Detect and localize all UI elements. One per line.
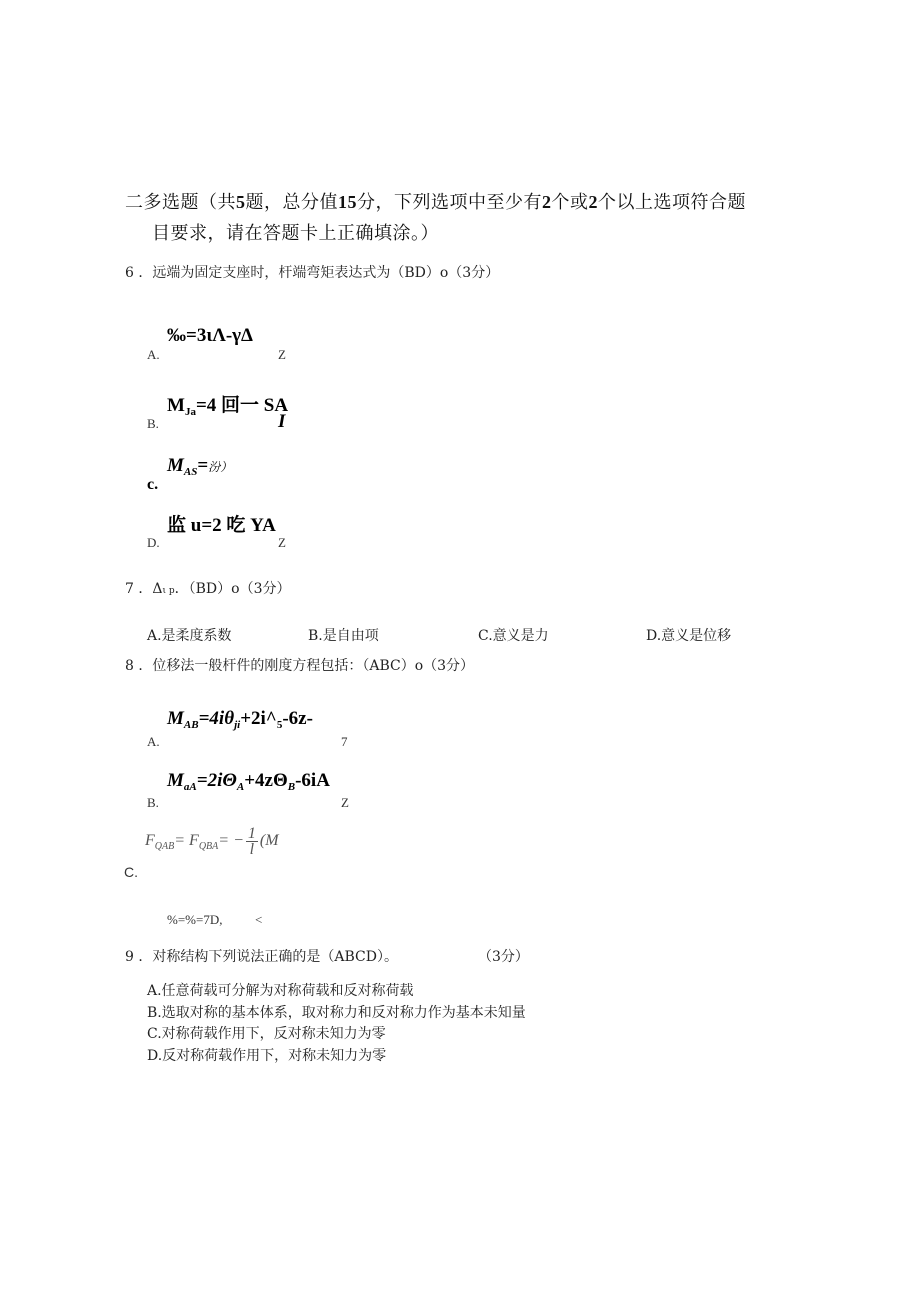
q6-option-c-formula: $M_{AS}=$汾）: [167, 455, 233, 478]
q8-option-b-z: Z: [341, 795, 349, 810]
question-9-text: 9 ．对称结构下列说法正确的是（ABCD）。: [125, 949, 398, 965]
question-6-text: 6 ．远端为固定支座时，杆端弯矩表达式为（BD）o（3分）: [125, 265, 500, 281]
q6-option-b-formula: $M_{Ja}=4$ 回一 SA: [167, 395, 289, 418]
q8-option-c-formula: $F_{QAB}= F_{QBA}=$ − $\frac{1}{l}$ (M: [145, 825, 279, 858]
q8-option-d-text: %=%=7D,: [167, 912, 223, 927]
q8-option-c-fraction: $\frac{1}{l}$: [247, 825, 256, 858]
q8-option-a-formula: $M_{AB}=4i\theta_{ji}+2i\^{}_5-6z-$: [167, 708, 313, 731]
q9-option-c: C.对称荷载作用下，反对称未知力为零: [147, 1026, 386, 1042]
q6-option-b-i: I: [278, 411, 286, 432]
q6-option-d-z: Z: [278, 535, 286, 550]
q7-option-c: C.意义是力: [478, 628, 549, 644]
question-7-text: 7 ．Δι p．（BD）o（3分）: [125, 581, 291, 597]
q8-option-c-label: C.: [124, 864, 138, 880]
q8-option-d-lt: <: [255, 912, 263, 927]
q8-option-a-z: 7: [341, 734, 348, 749]
q9-option-d: D.反对称荷载作用下，对称未知力为零: [147, 1048, 387, 1064]
q9-option-b: B.选取对称的基本体系，取对称力和反对称力作为基本未知量: [147, 1005, 526, 1021]
q6-option-d-label: D.: [147, 535, 160, 550]
section-heading-line1: 二多选题（共5题，总分值15分，下列选项中至少有2个或2个以上选项符合题: [125, 192, 746, 213]
q7-option-d: D.意义是位移: [646, 628, 732, 644]
section-heading-line2: 目要求，请在答题卡上正确填涂。）: [152, 223, 439, 244]
q7-option-a: A.是柔度系数: [147, 628, 232, 644]
q9-option-a: A.任意荷载可分解为对称荷载和反对称荷载: [147, 983, 414, 999]
q6-option-c-label: c.: [147, 476, 159, 493]
q6-option-b-label: B.: [147, 416, 159, 431]
q6-option-a-z: Z: [278, 347, 286, 362]
question-9-score: （3分）: [478, 949, 529, 965]
q6-option-a-formula: ‰=3ιΛ-γΔ: [167, 325, 253, 346]
q8-option-b-label: B.: [147, 795, 159, 810]
q8-option-a-label: A.: [147, 734, 160, 749]
q6-option-d-formula: 监 u=2 吃 YA: [167, 515, 276, 536]
q6-option-a-label: A.: [147, 347, 160, 362]
question-8-text: 8 ．位移法一般杆件的刚度方程包括：（ABC）o（3分）: [125, 658, 475, 674]
q8-option-b-formula: $M_{aA}=2i\Theta_A+4z\Theta_B-6iA$: [167, 770, 330, 793]
q7-option-b: B.是自由项: [308, 628, 379, 644]
